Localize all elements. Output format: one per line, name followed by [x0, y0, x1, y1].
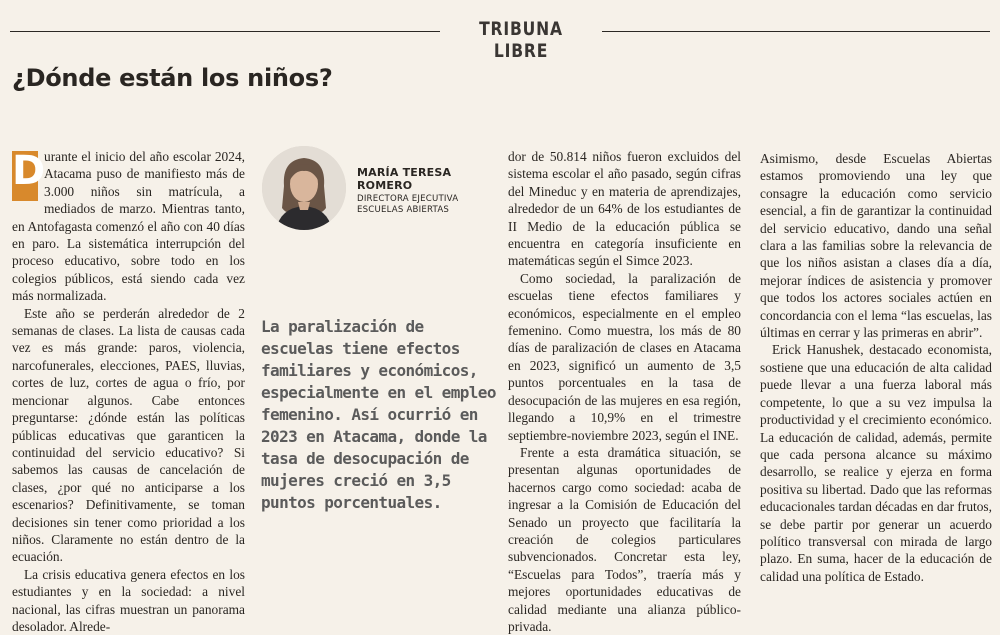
- article-headline: ¿Dónde están los niños?: [12, 64, 333, 92]
- author-name: [357, 166, 507, 192]
- author-name-line-2: ROMERO: [357, 179, 413, 192]
- article-column-4: [760, 150, 992, 585]
- body-paragraph-2: Este año se perderán alrededor de 2 semanas de clases. La lista de causas cada vez es más grande: paros, violencia, narcofunerales, elecciones, PAES, lluvias, cortes de luz, cortes de agua o frío, por mencionar algunos. Cabe entonces preguntarse: ¿dónde están las políticas públicas educativas que garanticen la continuidad del servicio educativo? Si sabemos las causas de cancelación de clases, ¿por qué no anticiparse a los escenarios? Definitivamente, se toman decisiones sin tener como prioridad a los niños. Claramente no están dentro de la ecuación.: [12, 305, 245, 565]
- article-column-1: [12, 148, 245, 635]
- body-paragraph-1: [12, 148, 245, 305]
- body-paragraph-4: dor de 50.814 niños fueron excluidos del sistema escolar el año pasado, según cifras del Mineduc y en materia de aprendizajes, alrededor de un 64% de los estudiantes de II Medio de la educación pública se encuentra en categoría insuficiente en matemáticas según el Simce 2023.: [508, 149, 741, 269]
- section-rule-right: [602, 31, 990, 32]
- section-label: TRIBUNA LIBRE: [479, 18, 563, 62]
- portrait-avatar-icon: [262, 146, 346, 230]
- author-byline: [357, 166, 507, 215]
- section-header: [10, 18, 990, 62]
- author-role-line-2: ESCUELAS ABIERTAS: [357, 204, 450, 215]
- body-paragraph-7: Asimismo, desde Escuelas Abiertas estamos promoviendo una ley que consagre la educación como servicio esencial, a fin de garantizar la continuidad del servicio educativo, dando una señal clara a las familias sobre la relevancia de que los niños asistan a clases día a día, mejorar índices de asistencia y promover que todos los actores sociales actúen en concordancia con el lema “las escuelas, las últimas en cerrar y las primeras en abrir”.: [760, 151, 992, 341]
- author-name-line-1: MARÍA TERESA: [357, 166, 452, 179]
- author-role: [357, 194, 507, 215]
- section-rule-left: [10, 31, 440, 32]
- body-paragraph-8: Erick Hanushek, destacado economista, sostiene que una educación de alta calidad puede llevar a una fuerza laboral más competente, lo que a su vez impulsa la productividad y el crecimiento económico. La educación de calidad, además, permite que cada persona alcance su máximo desarrollo, se realice y ejerza en forma positiva su libertad. Dado que las reformas educacionales tardan décadas en dar frutos, se debe partir por generar un acuerdo político transversal con mirada de largo plazo. En suma, hacer de la educación de calidad una política de Estado.: [760, 342, 992, 584]
- author-role-line-1: DIRECTORA EJECUTIVA: [357, 194, 459, 204]
- body-paragraph-5: Como sociedad, la paralización de escuelas tiene efectos familiares y económicos, especialmente en el empleo femenino. Como muestra, los más de 80 días de paralización de clases en Atacama en 2023, significó un aumento de 3,5 puntos porcentuales en la tasa de desocupación de las mujeres en esa región, llegando a 10,9% en el trimestre septiembre-noviembre 2023, según el INE.: [508, 270, 741, 443]
- article-column-3: [508, 148, 741, 635]
- pull-quote: La paralización de escuelas tiene efectos familiares y económicos, especialmente en el empleo femenino. Así ocurrió en 2023 en Atacama, donde la tasa de desocupación de mujeres creció en 3,5 puntos porcentuales.: [261, 317, 496, 512]
- body-paragraph-3: La crisis educativa genera efectos en los estudiantes y en la sociedad: a nivel nacional, las cifras muestran un panorama desolador. Alrede-: [12, 566, 245, 634]
- body-paragraph-1-text: urante el inicio del año escolar 2024, Atacama puso de manifiesto más de 3.000 niños sin matrícula, a mediados de marzo. Mientras tanto, en Antofagasta comenzó el año con 40 días en paro. La sistemática interrupción del proceso educativo, sobre todo en los colegios públicos, está siendo cada vez más normalizada.: [12, 149, 245, 304]
- author-avatar: [262, 146, 346, 230]
- drop-cap: D: [12, 151, 38, 201]
- body-paragraph-6: Frente a esta dramática situación, se presentan algunas oportunidades de hacernos cargo como sociedad: acaba de ingresar a la Comisión de Educación del Senado un proyecto que facilitaría la creación de colegios particulares subvencionados. Concretar esta ley, “Escuelas para Todos”, traería más y mejores oportunidades educativas de calidad mediante una alianza público-privada.: [508, 444, 741, 634]
